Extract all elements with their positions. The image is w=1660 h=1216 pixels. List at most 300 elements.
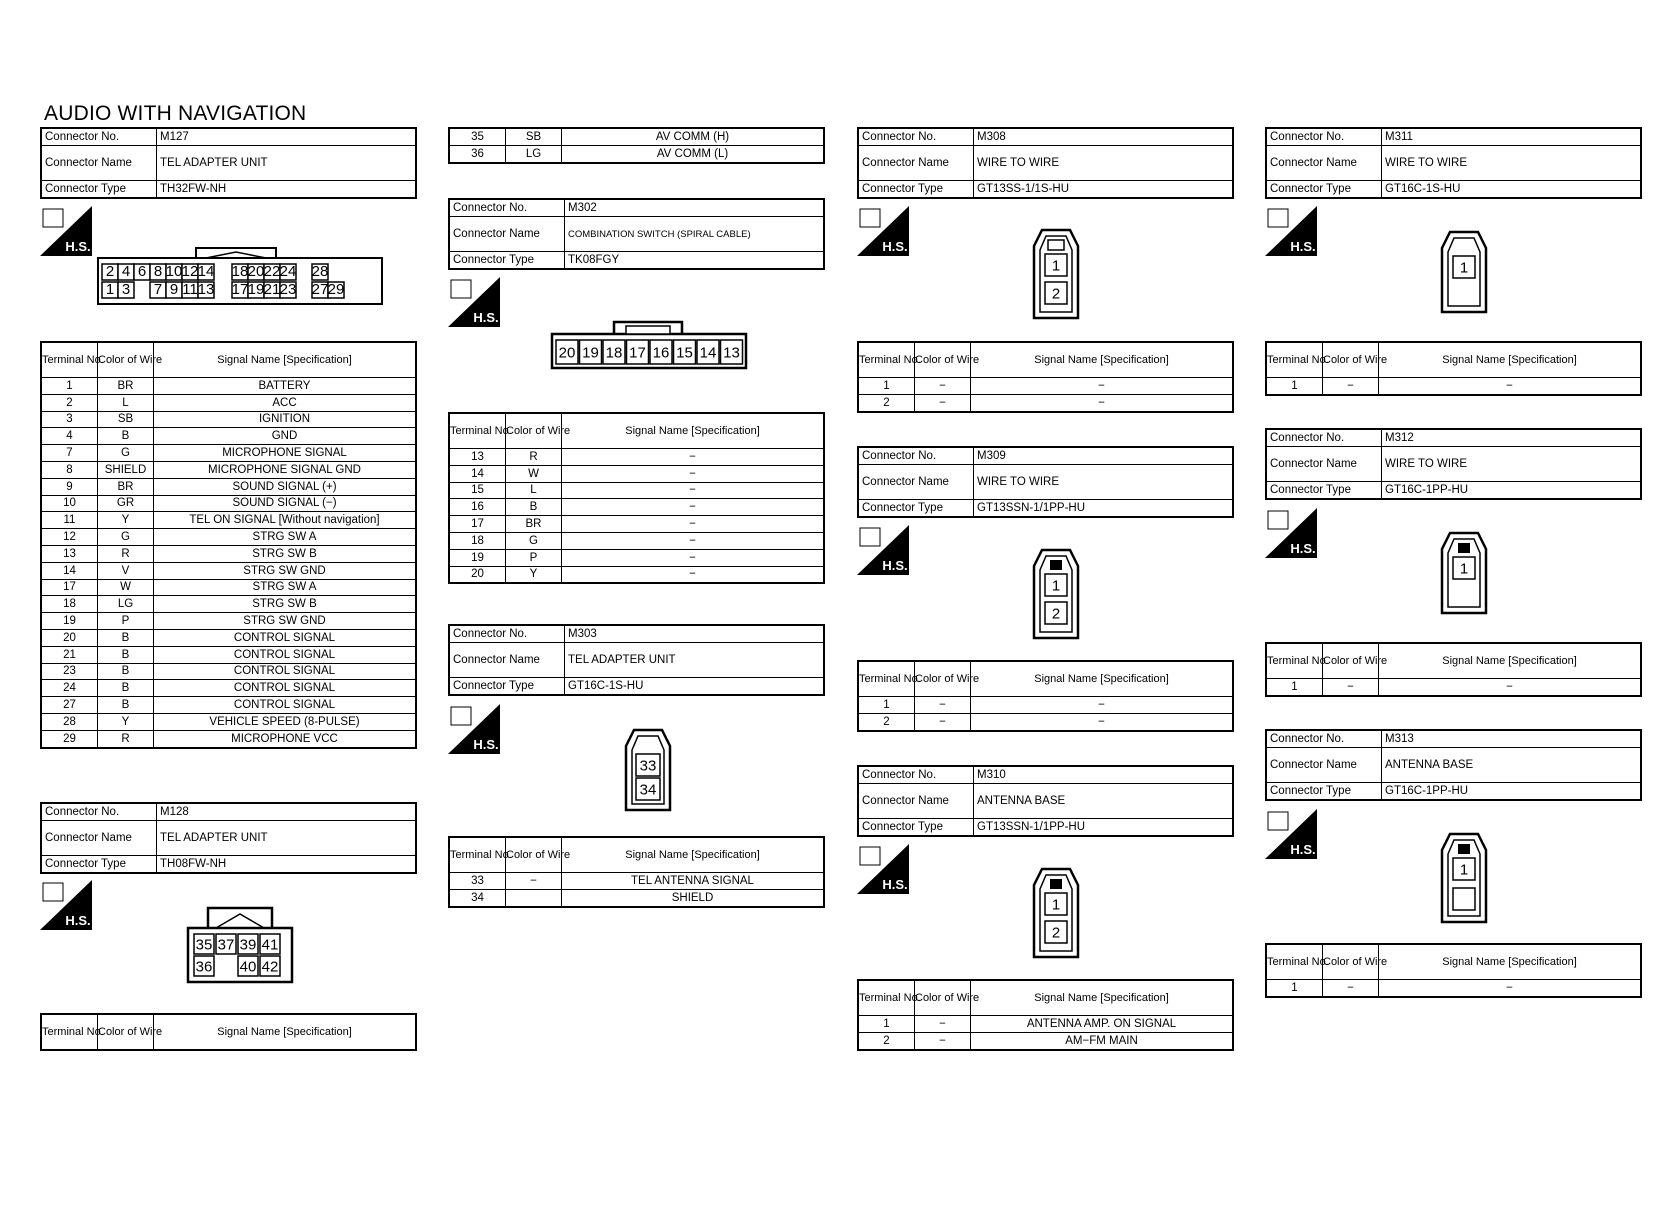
wire-color-cell: −	[915, 1032, 971, 1049]
wire-color-cell: −	[1323, 378, 1379, 395]
wire-color-cell: L	[506, 482, 562, 499]
wire-color-cell: BR	[98, 478, 154, 495]
m128-header	[40, 802, 417, 874]
table-row	[41, 713, 416, 730]
terminal-cell: 14	[41, 562, 98, 579]
m128-continued-table	[448, 127, 825, 164]
col-color-of-wire: Color of Wire	[506, 413, 562, 449]
m311-connector-no: M311	[1382, 128, 1642, 146]
terminal-cell: 19	[449, 549, 506, 566]
label-connector-no: Connector No.	[1266, 128, 1382, 146]
label-connector-name: Connector Name	[41, 821, 157, 856]
m308-header	[857, 127, 1234, 199]
m312-connector-no: M312	[1382, 429, 1642, 447]
terminal-cell: 23	[41, 663, 98, 680]
col-terminal-no: Terminal No.	[858, 661, 915, 697]
m308-connector-name: WIRE TO WIRE	[974, 146, 1234, 181]
pin-number: 9	[169, 280, 179, 298]
table-row	[41, 697, 416, 714]
hs-icon	[1265, 206, 1317, 256]
m313-connector-no: M313	[1382, 730, 1642, 748]
m127-signal-table	[40, 341, 417, 749]
label-connector-no: Connector No.	[449, 625, 565, 643]
signal-name-cell: TEL ANTENNA SIGNAL	[562, 873, 825, 890]
signal-name-cell: SOUND SIGNAL (−)	[154, 495, 417, 512]
pin-number: 18	[231, 262, 249, 280]
m127-connector-type: TH32FW-NH	[157, 181, 417, 199]
signal-name-cell: VEHICLE SPEED (8-PULSE)	[154, 713, 417, 730]
table-row	[858, 1032, 1233, 1049]
m309-connector-face	[1030, 546, 1082, 647]
terminal-cell: 18	[449, 532, 506, 549]
terminal-cell: 17	[449, 516, 506, 533]
terminal-cell: 29	[41, 730, 98, 747]
wire-color-cell: P	[506, 549, 562, 566]
wire-color-cell: B	[98, 646, 154, 663]
terminal-cell: 19	[41, 613, 98, 630]
m311-connector-name: WIRE TO WIRE	[1382, 146, 1642, 181]
table-row	[41, 545, 416, 562]
svg-text:H.S.: H.S.	[473, 737, 499, 752]
table-row	[41, 512, 416, 529]
col-color-of-wire: Color of Wire	[1323, 342, 1379, 378]
label-connector-type: Connector Type	[858, 819, 974, 837]
signal-name-cell: MICROPHONE SIGNAL	[154, 445, 417, 462]
signal-name-cell: STRG SW GND	[154, 613, 417, 630]
wire-color-cell: G	[98, 529, 154, 546]
terminal-cell: 2	[858, 394, 915, 411]
pin-number: 21	[263, 280, 281, 298]
pin-number: 13	[723, 344, 740, 362]
col-signal-name: Signal Name [Specification]	[1379, 342, 1642, 378]
m308-connector-type: GT13SS-1/1S-HU	[974, 181, 1234, 199]
wire-color-cell: G	[506, 532, 562, 549]
col-signal-name: Signal Name [Specification]	[971, 661, 1234, 697]
table-row	[41, 613, 416, 630]
pin-number: 35	[195, 936, 213, 954]
label-connector-type: Connector Type	[41, 181, 157, 199]
m309-connector-type: GT13SSN-1/1PP-HU	[974, 500, 1234, 518]
signal-name-cell: −	[562, 482, 825, 499]
col-terminal-no: Terminal No.	[449, 413, 506, 449]
col-terminal-no: Terminal No.	[858, 980, 915, 1016]
pin-number: 4	[121, 262, 131, 280]
signal-name-cell: AV COMM (L)	[562, 145, 825, 162]
col-signal-name: Signal Name [Specification]	[154, 1014, 417, 1050]
m303-header	[448, 624, 825, 696]
pin-number: 19	[582, 344, 599, 362]
m312-signal-table	[1265, 642, 1642, 697]
signal-name-cell: −	[1379, 378, 1642, 395]
terminal-cell: 13	[41, 545, 98, 562]
svg-text:H.S.: H.S.	[1290, 541, 1316, 556]
m302-connector-no: M302	[565, 199, 825, 217]
col-color-of-wire: Color of Wire	[915, 342, 971, 378]
wire-color-cell: R	[98, 545, 154, 562]
label-connector-name: Connector Name	[449, 217, 565, 252]
label-connector-type: Connector Type	[1266, 181, 1382, 199]
table-row	[41, 495, 416, 512]
signal-name-cell: −	[562, 465, 825, 482]
m310-connector-name: ANTENNA BASE	[974, 784, 1234, 819]
m128-connector-face	[186, 904, 296, 989]
col-signal-name: Signal Name [Specification]	[562, 837, 825, 873]
terminal-cell: 7	[41, 445, 98, 462]
table-row	[858, 713, 1233, 730]
label-connector-no: Connector No.	[1266, 730, 1382, 748]
hs-icon	[40, 206, 92, 256]
m310-connector-type: GT13SSN-1/1PP-HU	[974, 819, 1234, 837]
hs-icon	[1265, 809, 1317, 859]
wire-color-cell: −	[1323, 679, 1379, 696]
signal-name-cell: CONTROL SIGNAL	[154, 646, 417, 663]
wire-color-cell: L	[98, 394, 154, 411]
pin-number: 20	[558, 344, 576, 362]
m302-signal-table	[448, 412, 825, 584]
wire-color-cell: SHIELD	[98, 461, 154, 478]
table-row	[41, 478, 416, 495]
terminal-cell: 27	[41, 697, 98, 714]
pin-number: 6	[137, 262, 147, 280]
table-row	[449, 873, 824, 890]
hs-icon	[40, 880, 92, 930]
terminal-cell: 3	[41, 411, 98, 428]
terminal-cell: 1	[858, 378, 915, 395]
terminal-cell: 8	[41, 461, 98, 478]
col-terminal-no: Terminal No.	[858, 342, 915, 378]
m303-connector-name: TEL ADAPTER UNIT	[565, 643, 825, 678]
svg-text:H.S.: H.S.	[882, 558, 908, 573]
signal-name-cell: CONTROL SIGNAL	[154, 697, 417, 714]
col-terminal-no: Terminal No.	[1266, 944, 1323, 980]
m311-header	[1265, 127, 1642, 199]
m309-signal-table	[857, 660, 1234, 732]
label-connector-type: Connector Type	[449, 252, 565, 270]
pin-number: 28	[311, 262, 329, 280]
pin-number: 17	[231, 280, 249, 298]
pin-number: 3	[121, 280, 131, 298]
terminal-cell: 1	[858, 1016, 915, 1033]
signal-name-cell: −	[562, 449, 825, 466]
table-row	[449, 482, 824, 499]
terminal-cell: 13	[449, 449, 506, 466]
wire-color-cell: R	[506, 449, 562, 466]
terminal-cell: 9	[41, 478, 98, 495]
wire-color-cell: SB	[98, 411, 154, 428]
signal-name-cell: −	[971, 394, 1234, 411]
table-row	[449, 145, 824, 162]
col-terminal-no: Terminal No.	[41, 1014, 98, 1050]
terminal-cell: 21	[41, 646, 98, 663]
pin-number: 2	[1051, 605, 1061, 623]
label-connector-no: Connector No.	[858, 766, 974, 784]
label-connector-no: Connector No.	[41, 803, 157, 821]
terminal-cell: 2	[858, 713, 915, 730]
col-signal-name: Signal Name [Specification]	[1379, 643, 1642, 679]
m309-header	[857, 446, 1234, 518]
pin-number: 13	[197, 280, 215, 298]
label-connector-name: Connector Name	[41, 146, 157, 181]
label-connector-no: Connector No.	[858, 128, 974, 146]
label-connector-name: Connector Name	[1266, 748, 1382, 783]
m303-connector-no: M303	[565, 625, 825, 643]
m308-connector-face	[1030, 226, 1082, 327]
signal-name-cell: −	[562, 532, 825, 549]
signal-name-cell: STRG SW GND	[154, 562, 417, 579]
m127-connector-no: M127	[157, 128, 417, 146]
signal-name-cell: CONTROL SIGNAL	[154, 629, 417, 646]
m309-connector-no: M309	[974, 447, 1234, 465]
signal-name-cell: TEL ON SIGNAL [Without navigation]	[154, 512, 417, 529]
table-row	[41, 730, 416, 747]
wire-color-cell: SB	[506, 128, 562, 145]
signal-name-cell: −	[562, 549, 825, 566]
col-signal-name: Signal Name [Specification]	[154, 342, 417, 378]
signal-name-cell: STRG SW A	[154, 579, 417, 596]
col-color-of-wire: Color of Wire	[98, 342, 154, 378]
m302-header	[448, 198, 825, 270]
col-terminal-no: Terminal No.	[41, 342, 98, 378]
wire-color-cell: G	[98, 445, 154, 462]
terminal-cell: 1	[1266, 980, 1323, 997]
pin-number: 2	[105, 262, 115, 280]
wire-color-cell: −	[506, 873, 562, 890]
wire-color-cell: R	[98, 730, 154, 747]
label-connector-type: Connector Type	[449, 678, 565, 696]
m127-header	[40, 127, 417, 199]
m310-connector-no: M310	[974, 766, 1234, 784]
label-connector-type: Connector Type	[858, 500, 974, 518]
signal-name-cell: IGNITION	[154, 411, 417, 428]
wire-color-cell: −	[1323, 980, 1379, 997]
wire-color-cell: Y	[98, 713, 154, 730]
terminal-cell: 1	[1266, 679, 1323, 696]
wire-color-cell: BR	[98, 378, 154, 395]
terminal-cell: 20	[449, 566, 506, 583]
pin-number: 1	[1051, 896, 1061, 914]
terminal-cell: 1	[858, 697, 915, 714]
wire-color-cell: BR	[506, 516, 562, 533]
table-row	[449, 532, 824, 549]
pin-number: 42	[261, 958, 279, 976]
table-row	[449, 465, 824, 482]
wire-color-cell: LG	[506, 145, 562, 162]
wire-color-cell: B	[98, 697, 154, 714]
table-row	[41, 596, 416, 613]
pin-number: 20	[247, 262, 265, 280]
signal-name-cell: −	[1379, 679, 1642, 696]
pin-number: 7	[153, 280, 163, 298]
signal-name-cell: −	[971, 378, 1234, 395]
table-row	[449, 549, 824, 566]
col-color-of-wire: Color of Wire	[1323, 944, 1379, 980]
col-color-of-wire: Color of Wire	[98, 1014, 154, 1050]
wire-color-cell: GR	[98, 495, 154, 512]
m309-connector-name: WIRE TO WIRE	[974, 465, 1234, 500]
col-signal-name: Signal Name [Specification]	[971, 980, 1234, 1016]
signal-name-cell: STRG SW A	[154, 529, 417, 546]
signal-name-cell: −	[1379, 980, 1642, 997]
wire-color-cell: P	[98, 613, 154, 630]
wire-color-cell: −	[915, 697, 971, 714]
m311-connector-face	[1438, 228, 1490, 321]
table-row	[858, 697, 1233, 714]
pin-number: 41	[261, 936, 279, 954]
table-row	[41, 562, 416, 579]
m127-connector-name: TEL ADAPTER UNIT	[157, 146, 417, 181]
table-row	[41, 629, 416, 646]
table-row	[41, 680, 416, 697]
wire-color-cell: LG	[98, 596, 154, 613]
pin-number: 1	[1051, 577, 1061, 595]
wire-color-cell: −	[915, 394, 971, 411]
m313-connector-name: ANTENNA BASE	[1382, 748, 1642, 783]
hs-icon	[448, 704, 500, 754]
label-connector-type: Connector Type	[1266, 482, 1382, 500]
terminal-cell: 14	[449, 465, 506, 482]
pin-number: 19	[247, 280, 265, 298]
signal-name-cell: MICROPHONE VCC	[154, 730, 417, 747]
pin-number: 24	[279, 262, 297, 280]
m308-signal-table	[857, 341, 1234, 413]
pin-number: 29	[327, 280, 345, 298]
table-row	[41, 394, 416, 411]
pin-number: 34	[639, 781, 657, 799]
table-row	[41, 529, 416, 546]
terminal-cell: 4	[41, 428, 98, 445]
table-row	[41, 445, 416, 462]
label-connector-name: Connector Name	[449, 643, 565, 678]
hs-icon	[857, 525, 909, 575]
terminal-cell: 28	[41, 713, 98, 730]
svg-text:H.S.: H.S.	[882, 877, 908, 892]
col-signal-name: Signal Name [Specification]	[971, 342, 1234, 378]
wire-color-cell: W	[98, 579, 154, 596]
table-row	[1266, 378, 1641, 395]
wire-color-cell: B	[506, 499, 562, 516]
label-connector-name: Connector Name	[858, 465, 974, 500]
wire-color-cell: B	[98, 629, 154, 646]
label-connector-name: Connector Name	[858, 146, 974, 181]
svg-text:H.S.: H.S.	[1290, 239, 1316, 254]
pin-number: 17	[629, 344, 646, 362]
terminal-cell: 34	[449, 889, 506, 906]
table-row	[858, 1016, 1233, 1033]
wire-color-cell: B	[98, 428, 154, 445]
m312-connector-name: WIRE TO WIRE	[1382, 447, 1642, 482]
terminal-cell: 2	[858, 1032, 915, 1049]
m302-connector-type: TK08FGY	[565, 252, 825, 270]
signal-name-cell: BATTERY	[154, 378, 417, 395]
signal-name-cell: −	[971, 713, 1234, 730]
pin-number: 12	[181, 262, 199, 280]
m303-connector-face	[622, 726, 674, 819]
pin-number: 1	[1051, 257, 1061, 275]
m128-connector-type: TH08FW-NH	[157, 856, 417, 874]
terminal-cell: 24	[41, 680, 98, 697]
terminal-cell: 12	[41, 529, 98, 546]
table-row	[41, 428, 416, 445]
pin-number: 40	[239, 958, 257, 976]
terminal-cell: 35	[449, 128, 506, 145]
m303-signal-table	[448, 836, 825, 908]
signal-name-cell: AM−FM MAIN	[971, 1032, 1234, 1049]
table-row	[858, 378, 1233, 395]
terminal-cell: 11	[41, 512, 98, 529]
m310-connector-face	[1030, 865, 1082, 966]
wire-color-cell: −	[915, 713, 971, 730]
terminal-cell: 10	[41, 495, 98, 512]
wire-color-cell: Y	[506, 566, 562, 583]
m128-connector-name: TEL ADAPTER UNIT	[157, 821, 417, 856]
pin-number: 39	[239, 936, 257, 954]
hs-icon	[857, 844, 909, 894]
signal-name-cell: ACC	[154, 394, 417, 411]
label-connector-name: Connector Name	[1266, 146, 1382, 181]
col-terminal-no: Terminal No.	[449, 837, 506, 873]
table-row	[449, 516, 824, 533]
svg-text:H.S.: H.S.	[473, 310, 499, 325]
m312-header	[1265, 428, 1642, 500]
m303-connector-type: GT16C-1S-HU	[565, 678, 825, 696]
wire-color-cell: W	[506, 465, 562, 482]
wire-color-cell: B	[98, 680, 154, 697]
label-connector-type: Connector Type	[1266, 783, 1382, 801]
pin-number: 14	[197, 262, 215, 280]
m302-connector-name: COMBINATION SWITCH (SPIRAL CABLE)	[565, 217, 825, 252]
m312-connector-type: GT16C-1PP-HU	[1382, 482, 1642, 500]
page-title: AUDIO WITH NAVIGATION	[44, 102, 307, 125]
table-row	[449, 566, 824, 583]
signal-name-cell: STRG SW B	[154, 545, 417, 562]
col-terminal-no: Terminal No.	[1266, 342, 1323, 378]
pin-number: 1	[1459, 861, 1469, 879]
pin-number: 37	[217, 936, 235, 954]
table-row	[41, 646, 416, 663]
table-row	[1266, 679, 1641, 696]
m128-connector-no: M128	[157, 803, 417, 821]
col-signal-name: Signal Name [Specification]	[1379, 944, 1642, 980]
svg-text:H.S.: H.S.	[882, 239, 908, 254]
m310-header	[857, 765, 1234, 837]
wire-color-cell: Y	[98, 512, 154, 529]
pin-number: 36	[195, 958, 213, 976]
hs-icon	[857, 206, 909, 256]
signal-name-cell: CONTROL SIGNAL	[154, 680, 417, 697]
col-color-of-wire: Color of Wire	[1323, 643, 1379, 679]
pin-number: 23	[279, 280, 297, 298]
pin-number: 16	[652, 344, 670, 362]
table-row	[41, 579, 416, 596]
wire-color-cell: −	[915, 378, 971, 395]
m313-header	[1265, 729, 1642, 801]
terminal-cell: 1	[1266, 378, 1323, 395]
m313-connector-face	[1438, 830, 1490, 931]
terminal-cell: 2	[41, 394, 98, 411]
pin-number: 18	[605, 344, 623, 362]
terminal-cell: 1	[41, 378, 98, 395]
terminal-cell: 20	[41, 629, 98, 646]
m313-connector-type: GT16C-1PP-HU	[1382, 783, 1642, 801]
m128-signal-table	[40, 1013, 417, 1051]
signal-name-cell: GND	[154, 428, 417, 445]
wire-color-cell	[506, 889, 562, 906]
svg-text:H.S.: H.S.	[65, 913, 91, 928]
pin-number: 8	[153, 262, 163, 280]
label-connector-no: Connector No.	[449, 199, 565, 217]
table-row	[449, 128, 824, 145]
terminal-cell: 18	[41, 596, 98, 613]
